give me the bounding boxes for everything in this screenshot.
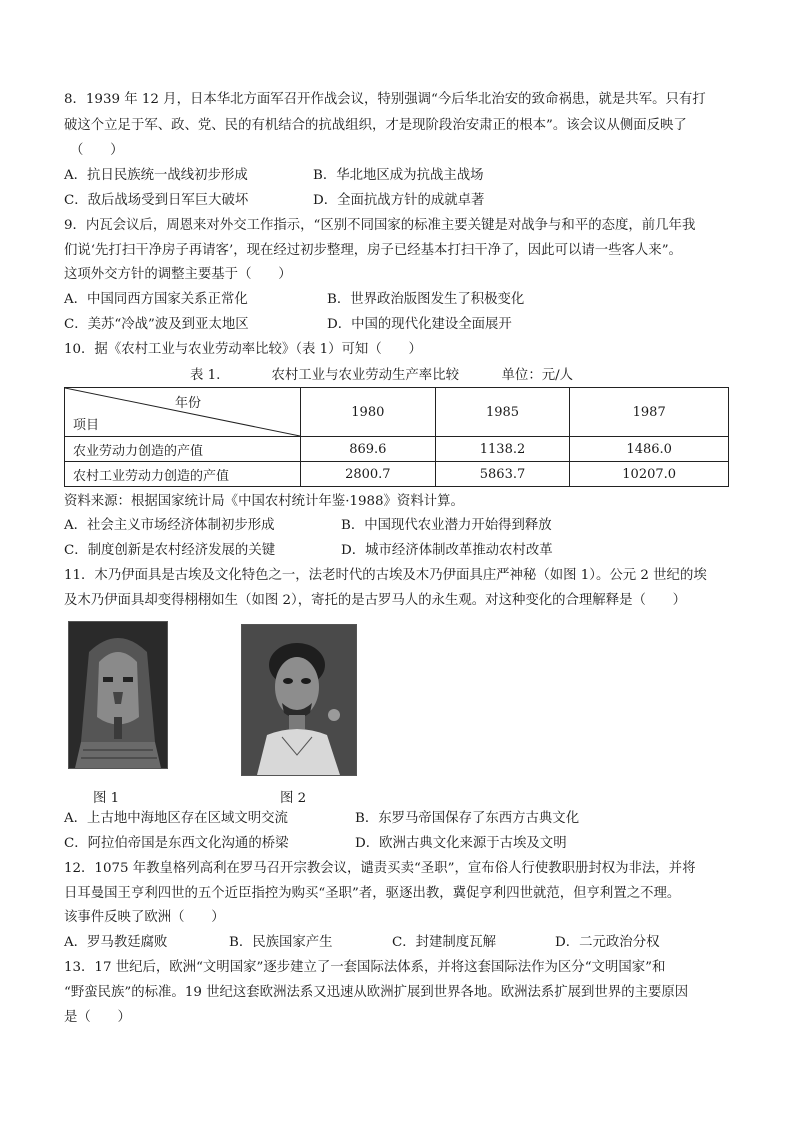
header-year-1985: 1985 bbox=[435, 388, 570, 437]
q9-stem-line3: 这项外交方针的调整主要基于（ ） bbox=[64, 267, 292, 282]
q10-option-d: D．城市经济体制改革推动农村改革 bbox=[341, 543, 553, 558]
q12-stem-line1: 12．1075 年教皇格列高利在罗马召开宗教会议，谴责买卖“圣职”，宣布俗人行使教职册封权为非法，并将 bbox=[64, 861, 696, 876]
header-year-label: 年份 bbox=[175, 396, 202, 411]
q8-option-b: B．华北地区成为抗战主战场 bbox=[313, 168, 484, 183]
table-cell: 2800.7 bbox=[301, 462, 436, 487]
q13-stem-line3: 是（ ） bbox=[64, 1010, 131, 1025]
pharaoh-mask-image bbox=[69, 622, 167, 768]
table-cell: 10207.0 bbox=[570, 462, 729, 487]
table-source: 资料来源：根据国家统计局《中国农村统计年鉴·1988》资料计算。 bbox=[64, 494, 464, 509]
q9-option-c: C．美苏“冷战”波及到亚太地区 bbox=[64, 317, 249, 332]
q12-option-d: D．二元政治分权 bbox=[555, 935, 660, 950]
table-cell: 1486.0 bbox=[570, 437, 729, 462]
q10-stem: 10．据《农村工业与农业劳动率比较》（表 1）可知（ ） bbox=[64, 342, 422, 357]
q11-stem-line2: 及木乃伊面具却变得栩栩如生（如图 2），寄托的是古罗马人的永生观。对这种变化的合理解释是（ ） bbox=[64, 593, 687, 608]
table-caption: 表 1. 农村工业与农业劳动生产率比较 单位：元/人 bbox=[190, 368, 573, 383]
figure-2-fayum-portrait bbox=[241, 624, 357, 776]
table-cell: 5863.7 bbox=[435, 462, 570, 487]
q10-option-a: A．社会主义市场经济体制初步形成 bbox=[64, 518, 275, 533]
q10-option-b: B．中国现代农业潜力开始得到释放 bbox=[341, 518, 552, 533]
q9-option-a: A．中国同西方国家关系正常化 bbox=[64, 292, 248, 307]
productivity-table bbox=[64, 387, 729, 487]
row-label: 农村工业劳动力创造的产值 bbox=[65, 462, 301, 487]
header-item-label: 项目 bbox=[73, 418, 100, 433]
q8-option-c: C．敌后战场受到日军巨大破坏 bbox=[64, 193, 249, 208]
figure-1-pharaoh-mask bbox=[68, 621, 168, 769]
q8-option-d: D．全面抗战方针的成就卓著 bbox=[313, 193, 485, 208]
q12-option-b: B．民族国家产生 bbox=[229, 935, 333, 950]
q11-option-c: C．阿拉伯帝国是东西文化沟通的桥梁 bbox=[64, 836, 289, 851]
q12-option-a: A．罗马教廷腐败 bbox=[64, 935, 168, 950]
q8-stem-line3: （ ） bbox=[70, 143, 124, 158]
table-cell: 1138.2 bbox=[435, 437, 570, 462]
q8-option-a: A．抗日民族统一战线初步形成 bbox=[64, 168, 248, 183]
q12-stem-line2: 日耳曼国王亨利四世的五个近臣指控为购买“圣职”者，驱逐出教，冀促亨利四世就范，但亨利置之不理。 bbox=[64, 886, 681, 901]
q10-option-c: C．制度创新是农村经济发展的关键 bbox=[64, 543, 276, 558]
figure-1-caption: 图 1 bbox=[93, 791, 120, 806]
row-label: 农业劳动力创造的产值 bbox=[65, 437, 301, 462]
table-diagonal-header bbox=[65, 388, 301, 437]
q9-option-d: D．中国的现代化建设全面展开 bbox=[327, 317, 512, 332]
q11-option-b: B．东罗马帝国保存了东西方古典文化 bbox=[355, 811, 580, 826]
table-row bbox=[65, 462, 729, 487]
header-year-1987: 1987 bbox=[570, 388, 729, 437]
q11-stem-line1: 11．木乃伊面具是古埃及文化特色之一，法老时代的古埃及木乃伊面具庄严神秘（如图 1）。公元 2 世纪的埃 bbox=[64, 568, 707, 583]
q11-option-d: D．欧洲古典文化来源于古埃及文明 bbox=[355, 836, 567, 851]
q8-stem-line1: 8．1939 年 12 月，日本华北方面军召开作战会议，特别强调“今后华北治安的致命祸患，就是共军。只有打 bbox=[64, 92, 706, 107]
figure-2-caption: 图 2 bbox=[280, 791, 307, 806]
table-header-row bbox=[65, 388, 729, 437]
q9-stem-line2: 们说‘先打扫干净房子再请客’，现在经过初步整理，房子已经基本打扫干净了，因此可以请一些客人来”。 bbox=[64, 243, 682, 258]
q9-stem-line1: 9．内瓦会议后，周恩来对外交工作指示，“区别不同国家的标准主要关键是对战争与和平的态度，前几年我 bbox=[64, 218, 696, 233]
header-year-1980: 1980 bbox=[301, 388, 436, 437]
q8-stem-line2: 破这个立足于军、政、党、民的有机结合的抗战组织，才是现阶段治安肃正的根本”。该会议从侧面反映了 bbox=[64, 118, 687, 133]
table-cell: 869.6 bbox=[301, 437, 436, 462]
q13-stem-line1: 13．17 世纪后，欧洲“文明国家”逐步建立了一套国际法体系，并将这套国际法作为区分“文明国家”和 bbox=[64, 960, 666, 975]
table-row bbox=[65, 437, 729, 462]
q12-stem-line3: 该事件反映了欧洲（ ） bbox=[64, 910, 225, 925]
fayum-portrait-image bbox=[242, 625, 356, 775]
q13-stem-line2: “野蛮民族”的标准。19 世纪这套欧洲法系又迅速从欧洲扩展到世界各地。欧洲法系扩展到世界的主要原因 bbox=[64, 985, 689, 1000]
q11-option-a: A．上古地中海地区存在区域文明交流 bbox=[64, 811, 288, 826]
q12-option-c: C．封建制度瓦解 bbox=[392, 935, 496, 950]
q9-option-b: B．世界政治版图发生了积极变化 bbox=[327, 292, 525, 307]
